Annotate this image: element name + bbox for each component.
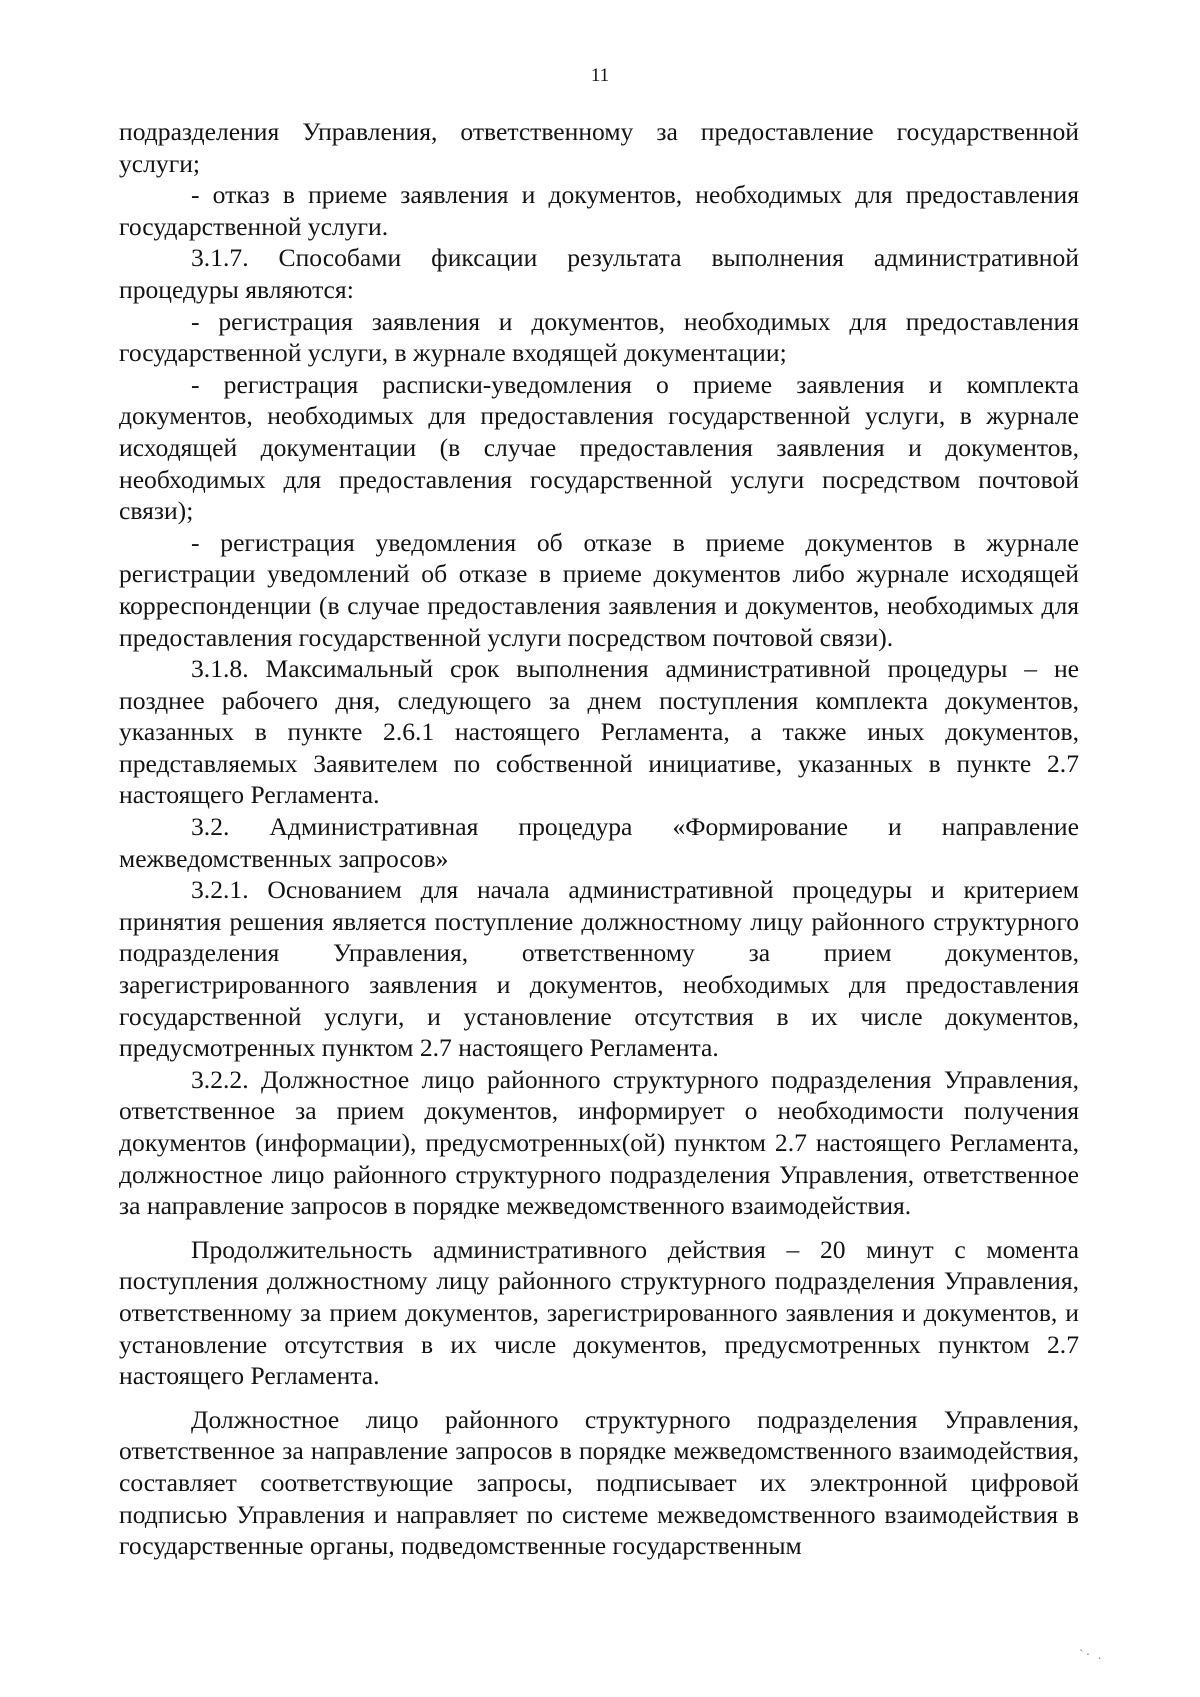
paragraph-registration-refusal: - регистрация уведомления об отказе в приеме документов в журнале регистрации уведомлений об отказе в приеме документов либо журнале исходящей корреспонденции (в случае предоставления заявления и документов, необходимых для предоставления государственной услуги посредством почтовой связи). [119,527,1079,652]
scan-mark: ˋ· . [1079,1648,1104,1663]
paragraph-requests: Должностное лицо районного структурного подразделения Управления, ответственное за направление запросов в порядке межведомственного взаимодействия, составляет соответствующие запросы, подписывает их электронной цифровой подписью Управления и направляет по системе межведомственного взаимодействия в государственные органы, подведомственные государственным [119,1404,1079,1561]
paragraph-duration: Продолжительность административного действия – 20 минут с момента поступления должностному лицу районного структурного подразделения Управления, ответственному за прием документов, зарегистрированного заявления и документов, и установление отсутствия в их числе документов, предусмотренных пунктом 2.7 настоящего Регламента. [119,1234,1079,1391]
paragraph-3-1-8: 3.1.8. Максимальный срок выполнения административной процедуры – не позднее рабочего дня, следующего за днем поступления комплекта документов, указанных в пункте 2.6.1 настоящего Регламента, а также иных документов, представляемых Заявителем по собственной инициативе, указанных в пункте 2.7 настоящего Регламента. [119,654,1079,810]
section-heading-3-2: 3.2. Административная процедура «Формирование и направление межведомственных запросов» [119,812,1079,873]
paragraph-registration-incoming: - регистрация заявления и документов, необходимых для предоставления государственной услуги, в журнале входящей документации; [119,306,1079,368]
paragraph-3-1-7: 3.1.7. Способами фиксации результата выполнения административной процедуры являются: [119,243,1079,304]
page-number: 11 [590,65,610,86]
paragraph-refusal-item: - отказ в приеме заявления и документов, необходимых для предоставления государственной услуги. [119,180,1079,241]
paragraph-registration-receipt: - регистрация расписки-уведомления о приеме заявления и комплекта документов, необходимых для предоставления государственной услуги, в журнале исходящей документации (в случае предоставления заявления и документов, необходимых для предоставления государственной услуги посредством почтовой связи); [119,369,1079,526]
document-body [119,116,1079,1562]
paragraph-3-2-2: 3.2.2. Должностное лицо районного структурного подразделения Управления, ответственное за прием документов, информирует о необходимости получения документов (информации), предусмотренных(ой) пунктом 2.7 настоящего Регламента, должностное лицо районного структурного подразделения Управления, ответственное за направление запросов в порядке межведомственного взаимодействия. [119,1064,1079,1221]
paragraph-3-2-1: 3.2.1. Основанием для начала административной процедуры и критерием принятия решения является поступление должностному лицу районного структурного подразделения Управления, ответственному за прием документов, зарегистрированного заявления и документов, необходимых для предоставления государственной услуги, и установление отсутствия в их числе документов, предусмотренных пунктом 2.7 настоящего Регламента. [119,875,1079,1063]
paragraph-continuation: подразделения Управления, ответственному за предоставление государственной услуги; [119,117,1079,178]
